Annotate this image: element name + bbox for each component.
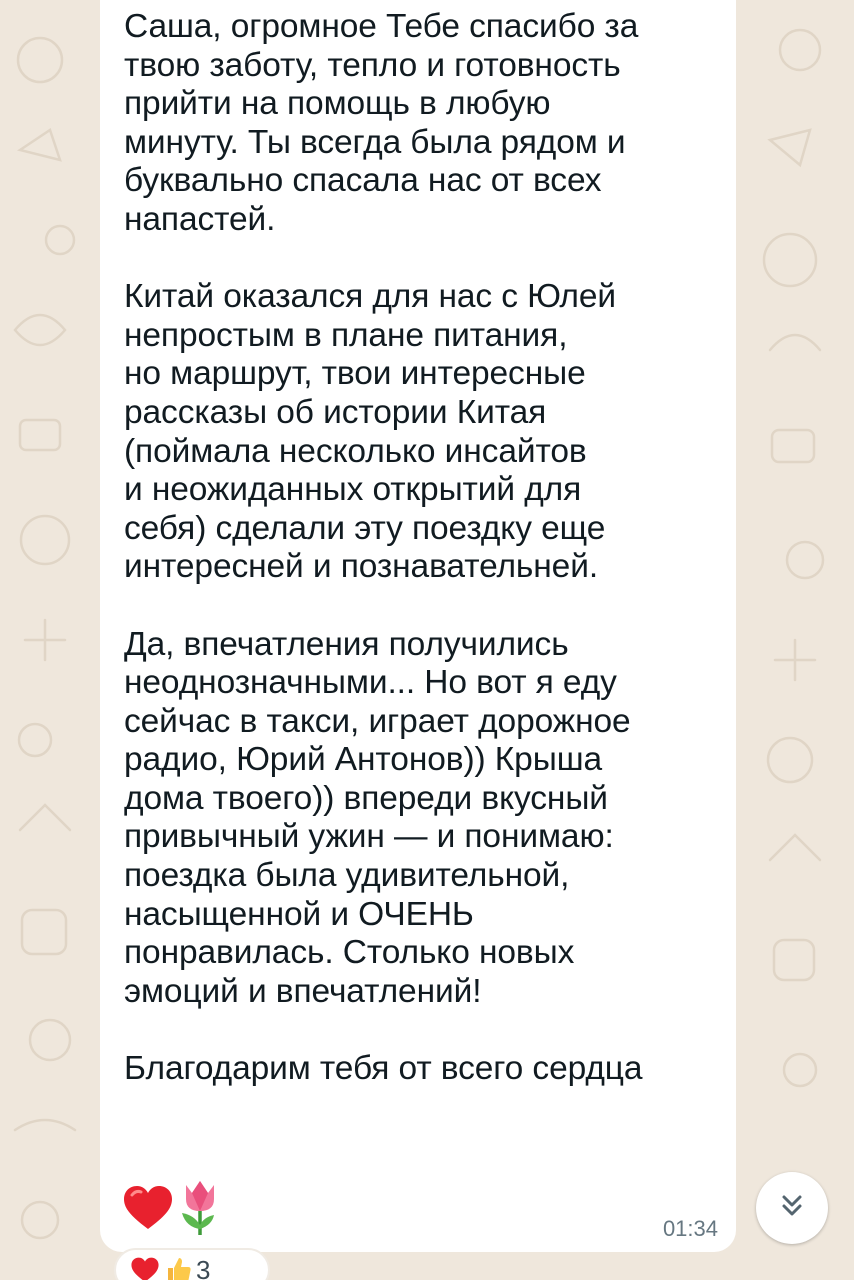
message-emoji-row [122, 1178, 222, 1238]
scroll-to-bottom-button[interactable] [756, 1172, 828, 1244]
red-heart-emoji [122, 1185, 174, 1231]
message-text: Саша, огромное Тебе спасибо за твою заботу, тепло и готовность прийти на помощь в любую минуту. Ты всегда была рядом и буквально спасала нас от всех напастей. Китай оказался для нас с Юлей непростым в плане питания, но маршрут, твои интересные рассказы об истории Китая (поймала несколько инсайтов и неожиданных открытий для себя) сделали эту поездку еще интересней и познавательней. Да, впечатления получились неоднозначными... Но вот я еду сейчас в такси, играет дорожное радио, Юрий Антонов)) Крыша дома твоего)) впереди вкусный привычный ужин — и понимаю: поездка была удивительной, насыщенной и ОЧЕНЬ понравилась. Столько новых эмоций и впечатлений! Благодарим тебя от всего сердца [124, 8, 643, 1088]
thumbs-up-emoji [164, 1256, 192, 1280]
message-bubble[interactable] [100, 0, 736, 1252]
message-time: 01:34 [662, 1216, 718, 1241]
red-heart-emoji [130, 1257, 160, 1280]
double-chevron-down-icon [776, 1190, 808, 1227]
reaction-count: 3 [196, 1254, 211, 1280]
reactions-pill[interactable] [114, 1248, 270, 1280]
tulip-emoji [178, 1179, 222, 1237]
